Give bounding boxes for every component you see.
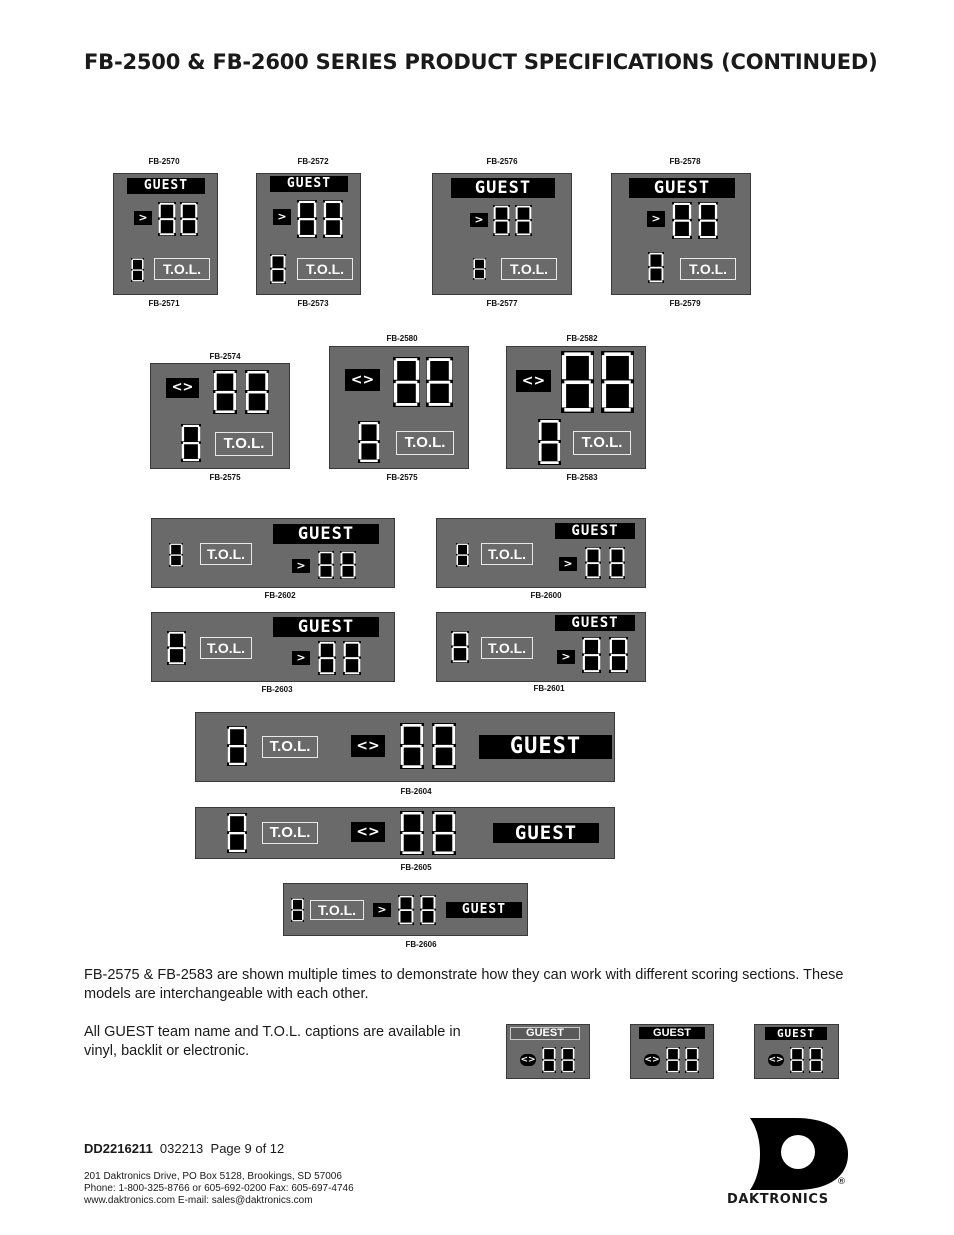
score-digit	[158, 202, 176, 236]
possession-arrows: <>	[351, 735, 385, 757]
seven-segment-digit-icon	[685, 1047, 699, 1073]
seven-segment-digit-icon	[213, 370, 237, 414]
seven-segment-digit-icon	[809, 1047, 823, 1073]
seven-segment-digit-icon	[343, 641, 361, 675]
seven-segment-digit-icon	[400, 723, 424, 769]
score-digit	[809, 1047, 823, 1073]
score-digit	[318, 641, 336, 675]
seven-segment-digit-icon	[245, 370, 269, 414]
model-label: FB-2577	[486, 299, 518, 308]
model-label: FB-2570	[148, 157, 180, 166]
score-digit	[601, 351, 634, 413]
model-label: FB-2576	[486, 157, 518, 166]
guest-caption: GUEST	[273, 524, 379, 544]
possession-arrow: >	[559, 557, 577, 571]
address: 201 Daktronics Drive, PO Box 5128, Brookings, SD 57006	[84, 1171, 342, 1182]
page-number: Page 9 of 12	[210, 1141, 285, 1156]
page-title: FB-2500 & FB-2600 SERIES PRODUCT SPECIFICATIONS (CONTINUED)	[84, 50, 878, 74]
seven-segment-digit-icon	[131, 258, 144, 282]
possession-arrows: <>	[166, 378, 199, 398]
seven-segment-digit-icon	[291, 898, 304, 922]
registered-mark: ®	[837, 1177, 846, 1187]
seven-segment-digit-icon	[318, 641, 336, 675]
model-label: FB-2575	[209, 473, 241, 482]
guest-caption: GUEST	[479, 735, 612, 759]
seven-segment-digit-icon	[698, 202, 718, 239]
model-label: FB-2604	[400, 787, 432, 796]
seven-segment-digit-icon	[672, 202, 692, 239]
scoreboard-fb-2601	[436, 612, 646, 682]
scoreboard-fb-2600	[436, 518, 646, 588]
possession-arrow: >	[373, 903, 391, 917]
tol-digit	[291, 898, 304, 922]
tol-caption: T.O.L.	[310, 900, 364, 920]
tol-caption: T.O.L.	[680, 258, 736, 280]
seven-segment-digit-icon	[169, 543, 183, 567]
score-digit	[340, 551, 356, 579]
seven-segment-digit-icon	[426, 357, 453, 407]
score-digit	[420, 895, 436, 925]
seven-segment-digit-icon	[323, 200, 343, 238]
tol-caption: T.O.L.	[215, 432, 273, 456]
tol-caption: T.O.L.	[297, 258, 353, 280]
tol-caption: T.O.L.	[200, 637, 252, 659]
contact-info	[84, 1171, 354, 1207]
model-label: FB-2601	[533, 684, 565, 693]
score-digit	[213, 370, 237, 414]
phone: Phone: 1-800-325-8766 or 605-692-0200 Fax: 605-697-4746	[84, 1183, 354, 1194]
score-digit	[426, 357, 453, 407]
model-label: FB-2575	[386, 473, 418, 482]
model-label: FB-2583	[566, 473, 598, 482]
possession-arrow: >	[292, 559, 310, 573]
guest-caption: GUEST	[451, 178, 555, 198]
tol-caption: T.O.L.	[154, 258, 210, 280]
seven-segment-digit-icon	[432, 723, 456, 769]
scoreboard-fb-2605	[195, 807, 615, 859]
tol-digit	[451, 631, 469, 663]
guest-caption: GUEST	[273, 617, 379, 637]
score-digit	[585, 547, 601, 579]
score-digit	[323, 200, 343, 238]
seven-segment-digit-icon	[158, 202, 176, 236]
score-digit	[609, 547, 625, 579]
seven-segment-digit-icon	[398, 895, 414, 925]
tol-caption: T.O.L.	[501, 258, 557, 280]
seven-segment-digit-icon	[648, 252, 664, 283]
caption-sample-backlit	[630, 1024, 714, 1079]
tol-caption: T.O.L.	[262, 822, 318, 844]
score-digit	[398, 895, 414, 925]
score-digit	[493, 205, 510, 236]
model-label: FB-2579	[669, 299, 701, 308]
score-digit	[582, 637, 601, 673]
seven-segment-digit-icon	[790, 1047, 804, 1073]
guest-caption: GUEST	[446, 902, 522, 918]
seven-segment-digit-icon	[666, 1047, 680, 1073]
seven-segment-digit-icon	[609, 547, 625, 579]
tol-digit	[227, 813, 247, 853]
seven-segment-digit-icon	[582, 637, 601, 673]
seven-segment-digit-icon	[561, 351, 594, 413]
score-digit	[672, 202, 692, 239]
seven-segment-digit-icon	[609, 637, 628, 673]
model-label: FB-2574	[209, 352, 241, 361]
caption-sample-vinyl	[506, 1024, 590, 1079]
guest-caption: GUEST	[270, 176, 348, 192]
guest-caption: GUEST	[629, 178, 735, 198]
note-captions-available: All GUEST team name and T.O.L. captions are available in vinyl, backlit or electronic.	[84, 1024, 461, 1059]
possession-indicator: <>	[768, 1055, 784, 1065]
guest-caption: GUEST	[127, 178, 205, 194]
tol-digit	[169, 543, 183, 567]
seven-segment-digit-icon	[393, 357, 420, 407]
possession-arrow: >	[273, 209, 291, 225]
score-digit	[790, 1047, 804, 1073]
model-label: FB-2571	[148, 299, 180, 308]
possession-arrow: >	[134, 211, 152, 225]
tol-digit	[358, 421, 380, 463]
model-label: FB-2580	[386, 334, 418, 343]
seven-segment-digit-icon	[585, 547, 601, 579]
scoreboard-fb-2604	[195, 712, 615, 782]
seven-segment-digit-icon	[340, 551, 356, 579]
seven-segment-digit-icon	[515, 205, 532, 236]
possession-arrows: <>	[351, 822, 385, 842]
seven-segment-digit-icon	[601, 351, 634, 413]
seven-segment-digit-icon	[400, 811, 424, 855]
model-label: FB-2582	[566, 334, 598, 343]
score-digit	[698, 202, 718, 239]
score-digit	[432, 811, 456, 855]
seven-segment-digit-icon	[181, 424, 201, 462]
score-digit	[561, 1047, 575, 1073]
possession-indicator: <>	[644, 1055, 660, 1065]
score-digit	[609, 637, 628, 673]
model-label: FB-2603	[261, 685, 293, 694]
score-digit	[666, 1047, 680, 1073]
tol-digit	[131, 258, 144, 282]
guest-caption: GUEST	[765, 1027, 827, 1040]
scoreboard-fb-2570	[113, 173, 218, 295]
possession-arrows: <>	[516, 370, 551, 392]
doc-number: DD2216211	[84, 1141, 153, 1156]
score-digit	[245, 370, 269, 414]
seven-segment-digit-icon	[227, 726, 247, 766]
daktronics-logo-text: DAKTRONICS	[727, 1192, 829, 1207]
seven-segment-digit-icon	[167, 631, 186, 665]
score-digit	[297, 200, 317, 238]
score-digit	[542, 1047, 556, 1073]
scoreboard-fb-2606	[283, 883, 528, 936]
guest-caption: GUEST	[510, 1027, 580, 1040]
scoreboard-fb-2578	[611, 173, 751, 295]
tol-caption: T.O.L.	[396, 431, 454, 455]
model-label: FB-2573	[297, 299, 329, 308]
score-digit	[393, 357, 420, 407]
model-label: FB-2602	[264, 591, 296, 600]
tol-digit	[181, 424, 201, 462]
doc-info	[84, 1141, 284, 1156]
seven-segment-digit-icon	[420, 895, 436, 925]
possession-arrow: >	[292, 651, 310, 665]
seven-segment-digit-icon	[358, 421, 380, 463]
tol-digit	[270, 254, 286, 284]
score-digit	[400, 811, 424, 855]
score-digit	[400, 723, 424, 769]
tol-digit	[167, 631, 186, 665]
tol-caption: T.O.L.	[262, 736, 318, 758]
scoreboard-fb-2602	[151, 518, 395, 588]
scoreboard-fb-2572	[256, 173, 361, 295]
seven-segment-digit-icon	[297, 200, 317, 238]
guest-caption: GUEST	[555, 523, 635, 539]
web-email: www.daktronics.com E-mail: sales@daktronics.com	[84, 1195, 313, 1206]
possession-indicator: <>	[520, 1055, 536, 1065]
tol-digit	[456, 543, 469, 567]
seven-segment-digit-icon	[432, 811, 456, 855]
model-label: FB-2606	[405, 940, 437, 949]
seven-segment-digit-icon	[451, 631, 469, 663]
model-label: FB-2600	[530, 591, 562, 600]
tol-caption: T.O.L.	[481, 543, 533, 565]
tol-digit	[473, 258, 486, 280]
tol-digit	[648, 252, 664, 283]
note-interchangeable: FB-2575 & FB-2583 are shown multiple times to demonstrate how they can work with different scoring sections. These models are interchangeable with each other.	[84, 967, 844, 1002]
tol-digit	[227, 726, 247, 766]
tol-caption: T.O.L.	[481, 637, 533, 659]
tol-caption: T.O.L.	[200, 543, 252, 565]
tol-digit	[538, 419, 561, 465]
possession-arrow: >	[470, 213, 488, 227]
seven-segment-digit-icon	[318, 551, 334, 579]
score-digit	[561, 351, 594, 413]
seven-segment-digit-icon	[542, 1047, 556, 1073]
seven-segment-digit-icon	[180, 202, 198, 236]
seven-segment-digit-icon	[473, 258, 486, 280]
score-digit	[432, 723, 456, 769]
score-digit	[515, 205, 532, 236]
model-label: FB-2578	[669, 157, 701, 166]
caption-sample-electronic	[754, 1024, 839, 1079]
scoreboard-fb-2603	[151, 612, 395, 682]
seven-segment-digit-icon	[493, 205, 510, 236]
score-digit	[685, 1047, 699, 1073]
score-digit	[318, 551, 334, 579]
seven-segment-digit-icon	[456, 543, 469, 567]
possession-arrows: <>	[345, 369, 380, 391]
score-digit	[180, 202, 198, 236]
scoreboard-fb-2574	[150, 363, 290, 469]
model-label: FB-2605	[400, 863, 432, 872]
guest-caption: GUEST	[493, 823, 599, 843]
guest-caption: GUEST	[639, 1027, 705, 1039]
tol-caption: T.O.L.	[573, 431, 631, 455]
revision: 032213	[159, 1141, 204, 1156]
model-label: FB-2572	[297, 157, 329, 166]
seven-segment-digit-icon	[538, 419, 561, 465]
seven-segment-digit-icon	[227, 813, 247, 853]
scoreboard-fb-2576	[432, 173, 572, 295]
possession-arrow: >	[647, 211, 665, 227]
scoreboard-fb-2582	[506, 346, 646, 469]
scoreboard-fb-2580	[329, 346, 469, 469]
score-digit	[343, 641, 361, 675]
seven-segment-digit-icon	[561, 1047, 575, 1073]
possession-arrow: >	[557, 650, 575, 664]
guest-caption: GUEST	[555, 615, 635, 631]
seven-segment-digit-icon	[270, 254, 286, 284]
